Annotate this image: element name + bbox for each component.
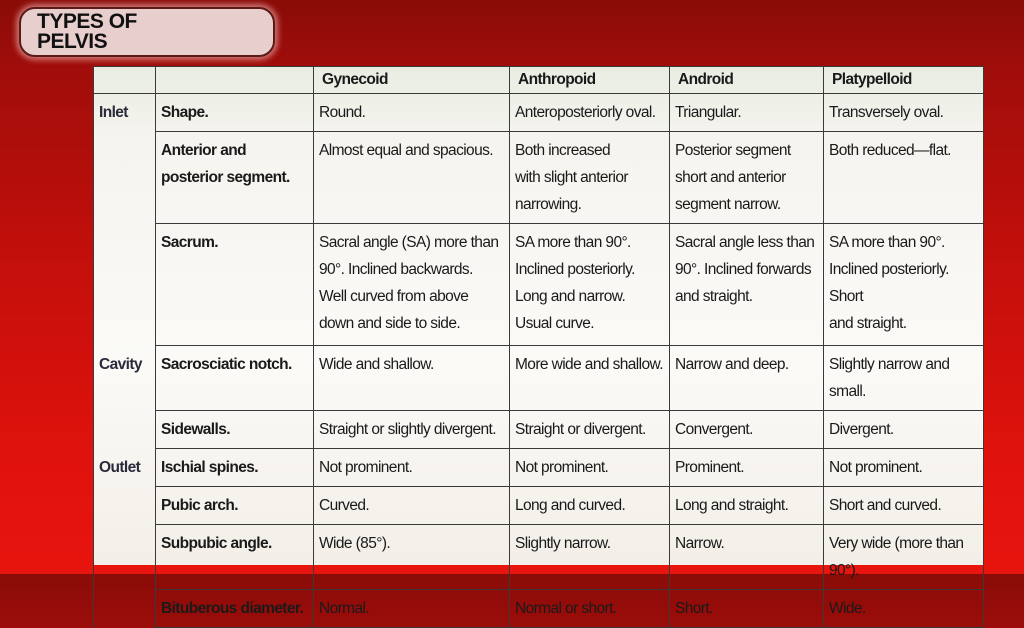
table-cell: SA more than 90°. Inclined posteriorly. Short and straight.: [824, 224, 984, 346]
table-cell: Transversely oval.: [824, 94, 984, 132]
table-row: [94, 132, 984, 224]
table-cell: Straight or slightly divergent.: [314, 411, 510, 449]
region-label: [94, 224, 156, 346]
table-row: [94, 590, 984, 628]
table-row: [94, 487, 984, 525]
feature-label: Subpubic angle.: [156, 525, 314, 590]
header-region: [94, 67, 156, 94]
table-row: [94, 94, 984, 132]
table-cell: Not prominent.: [314, 449, 510, 487]
pelvis-types-table: [93, 66, 984, 628]
table-cell: Straight or divergent.: [510, 411, 670, 449]
table-cell: Normal.: [314, 590, 510, 628]
header-platypelloid: Platypelloid: [824, 67, 984, 94]
region-label: Cavity: [94, 346, 156, 411]
table-row: [94, 449, 984, 487]
table-cell: Curved.: [314, 487, 510, 525]
table-cell: Long and curved.: [510, 487, 670, 525]
feature-label: Sacrum.: [156, 224, 314, 346]
region-label: [94, 487, 156, 525]
table-cell: Anteroposteriorly oval.: [510, 94, 670, 132]
table-cell: Divergent.: [824, 411, 984, 449]
pelvis-types-table-image: [93, 66, 983, 617]
region-label: [94, 590, 156, 628]
table-cell: Triangular.: [670, 94, 824, 132]
table-cell: Prominent.: [670, 449, 824, 487]
region-label: Inlet: [94, 94, 156, 132]
region-label: [94, 411, 156, 449]
table-cell: Wide.: [824, 590, 984, 628]
feature-label: Ischial spines.: [156, 449, 314, 487]
table-cell: Not prominent.: [824, 449, 984, 487]
table-cell: SA more than 90°. Inclined posteriorly. Long and narrow. Usual curve.: [510, 224, 670, 346]
table-row: [94, 525, 984, 590]
header-feature: [156, 67, 314, 94]
feature-label: Sidewalls.: [156, 411, 314, 449]
table-cell: Slightly narrow.: [510, 525, 670, 590]
table-cell: Round.: [314, 94, 510, 132]
table-cell: More wide and shallow.: [510, 346, 670, 411]
feature-label: Pubic arch.: [156, 487, 314, 525]
feature-label: Sacrosciatic notch.: [156, 346, 314, 411]
table-row: [94, 346, 984, 411]
table-cell: Both increased with slight anterior narrowing.: [510, 132, 670, 224]
table-cell: Convergent.: [670, 411, 824, 449]
table-cell: Narrow.: [670, 525, 824, 590]
header-android: Android: [670, 67, 824, 94]
table-header-row: [94, 67, 984, 94]
table-cell: Short.: [670, 590, 824, 628]
feature-label: Bituberous diameter.: [156, 590, 314, 628]
table-row: [94, 224, 984, 346]
table-cell: Wide and shallow.: [314, 346, 510, 411]
table-cell: Narrow and deep.: [670, 346, 824, 411]
header-anthropoid: Anthropoid: [510, 67, 670, 94]
table-cell: Not prominent.: [510, 449, 670, 487]
feature-label: Shape.: [156, 94, 314, 132]
table-cell: Normal or short.: [510, 590, 670, 628]
table-cell: Almost equal and spacious.: [314, 132, 510, 224]
region-label: Outlet: [94, 449, 156, 487]
table-cell: Posterior segment short and anterior segment narrow.: [670, 132, 824, 224]
slide-title: TYPES OF PELVIS: [37, 10, 137, 53]
header-gynecoid: Gynecoid: [314, 67, 510, 94]
table-cell: Short and curved.: [824, 487, 984, 525]
table-cell: Long and straight.: [670, 487, 824, 525]
table-cell: Sacral angle less than 90°. Inclined forwards and straight.: [670, 224, 824, 346]
table-cell: Very wide (more than 90°).: [824, 525, 984, 590]
feature-label: Anterior and posterior segment.: [156, 132, 314, 224]
table-cell: Wide (85°).: [314, 525, 510, 590]
table-cell: Sacral angle (SA) more than 90°. Inclined backwards. Well curved from above down and side to side.: [314, 224, 510, 346]
region-label: [94, 132, 156, 224]
table-cell: Both reduced—flat.: [824, 132, 984, 224]
table-cell: Slightly narrow and small.: [824, 346, 984, 411]
slide-title-box: [19, 7, 275, 57]
region-label: [94, 525, 156, 590]
table-row: [94, 411, 984, 449]
